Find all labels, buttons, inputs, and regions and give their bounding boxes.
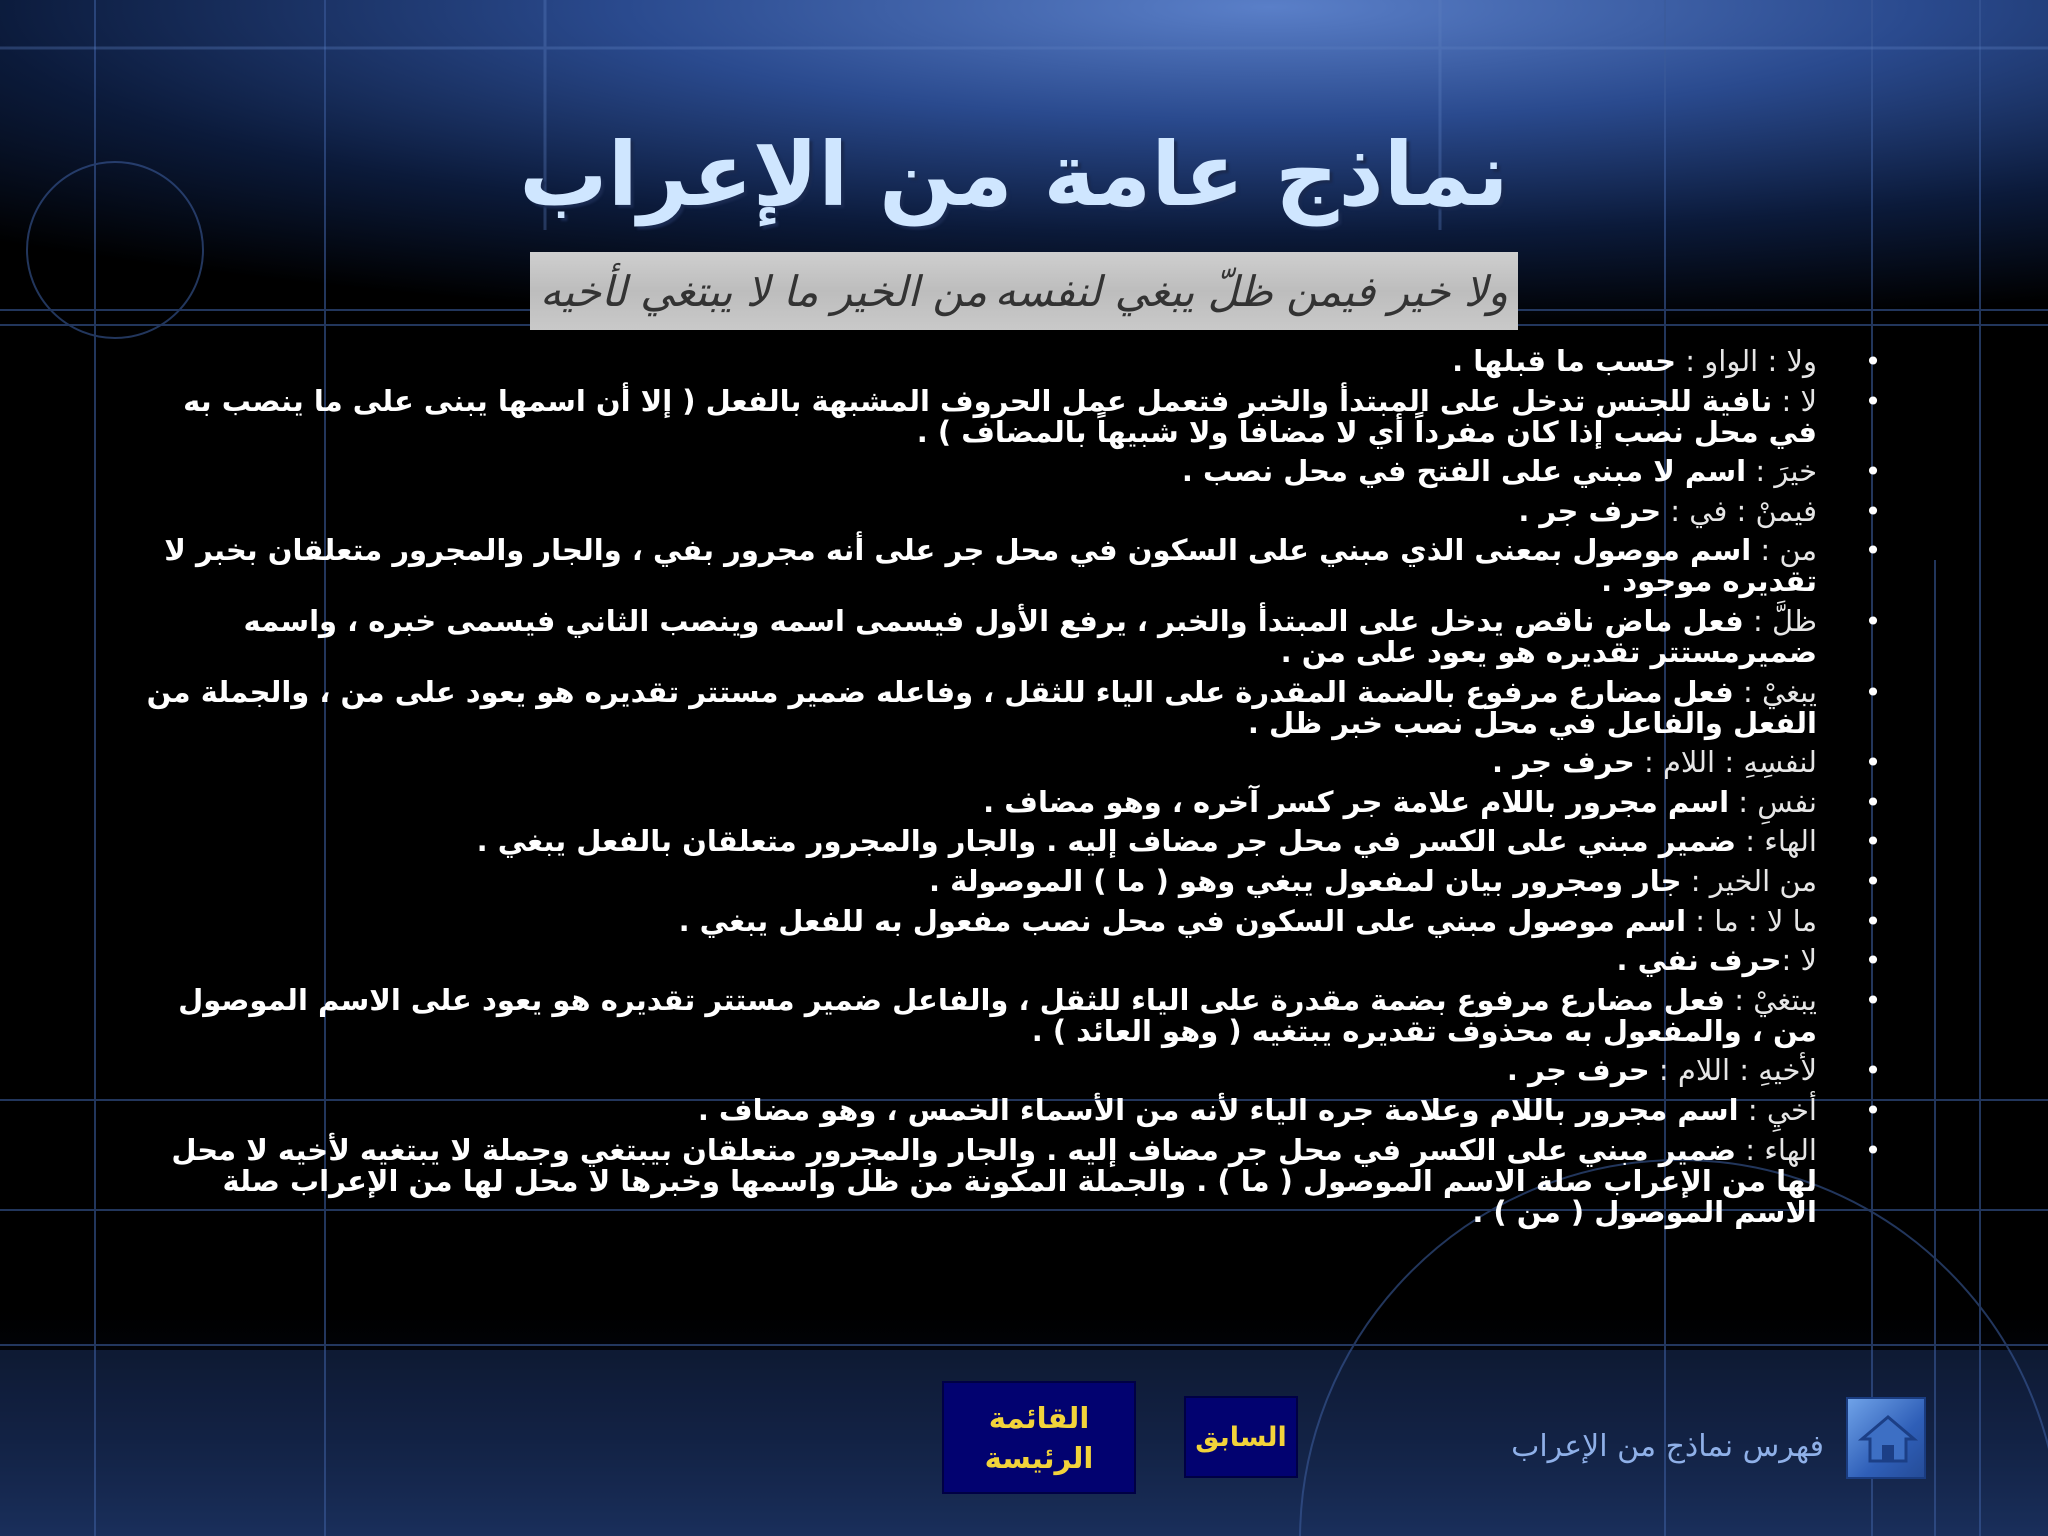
item-description: حرف جر . [1506,1053,1650,1088]
bullet-icon: • [1864,1093,1882,1127]
home-icon [1856,1407,1920,1471]
item-description: اسم مجرور باللام علامة جر كسر آخره ، وهو مضاف . [983,784,1730,819]
item-description: ضمير مبني على الكسر في محل جر مضاف إليه . والجار والمجرور متعلقان بالفعل يبغي . [476,824,1737,859]
item-word: لا : [1772,383,1817,418]
item-description: حرف جر . [1491,745,1635,780]
bullet-icon: • [1864,534,1882,568]
list-item [130,383,1885,449]
item-word: الهاء : [1736,1132,1817,1167]
list-item [130,784,1885,819]
item-description: فعل ماض ناقص يدخل على المبتدأ والخبر ، يرفع الأول فيسمى اسمه وينصب الثاني فيسمى خبره ، واسمه ضميرمستتر تقديره هو يعود على من . [243,603,1817,669]
item-description: اسم موصول بمعنى الذي مبني على السكون في محل جر على أنه مجرور بفي ، والجار والمجرور متعلقان بخبر لا تقديره موجود . [164,533,1817,599]
item-word: من الخير : [1681,863,1817,898]
bullet-icon: • [1864,604,1882,638]
main-menu-label-line2: الرئيسة [984,1440,1094,1475]
item-description: اسم لا مبني على الفتح في محل نصب . [1181,454,1747,489]
item-word: يبغيْ : [1733,674,1817,709]
bullet-icon: • [1864,345,1882,378]
bullet-icon: • [1864,746,1882,780]
previous-button[interactable]: السابق [1184,1396,1298,1478]
list-item [130,982,1885,1048]
bullet-icon: • [1864,494,1882,528]
item-word: لنفسِهِ : اللام : [1634,745,1817,780]
item-description: اسم مجرور باللام وعلامة جره الياء لأنه من الأسماء الخمس ، وهو مضاف . [697,1092,1739,1127]
item-word: ما لا : ما : [1686,903,1817,938]
slide-title: نماذج عامة من الإعراب [519,123,1509,226]
list-item [130,535,1885,597]
verse-first-hemistich: ولا خير فيمن ظلّ يبغي لنفسه [994,266,1508,316]
item-description: فعل مضارع مرفوع بالضمة المقدرة على الياء للثقل ، وفاعله ضمير مستتر تقديره هو يعود على من ، والجملة من الفعل والفاعل في محل نصب خبر ظل . [146,674,1817,740]
item-word: من : [1751,533,1817,568]
list-item [130,1092,1885,1127]
bullet-icon: • [1864,904,1882,938]
parsing-list [130,346,1885,1236]
list-item [130,826,1885,857]
bullet-icon: • [1864,1133,1882,1167]
bullet-icon: • [1864,864,1882,898]
item-word: فيمنْ : في : [1661,493,1817,528]
list-item [130,346,1885,377]
item-word: أخيِ : [1738,1092,1817,1127]
item-description: حسب ما قبلها . [1452,344,1677,378]
list-item [130,903,1885,938]
verse-image [530,252,1518,330]
item-description: اسم موصول مبني على السكون في محل نصب مفعول به للفعل يبغي . [678,903,1687,938]
item-word: نفسِ : [1729,784,1817,819]
item-word: الهاء : [1736,824,1817,859]
item-word: خيرَ : [1746,454,1817,489]
item-word: لا : [1781,943,1817,978]
bullet-icon: • [1864,825,1882,859]
list-item [130,1132,1885,1229]
item-word: يبتغيْ : [1725,982,1817,1017]
item-description: نافية للجنس تدخل على المبتدأ والخبر فتعمل عمل الحروف المشبهة بالفعل ( إلا أن اسمها يبنى على ما ينصب به في محل نصب إذا كان مفرداً أي لا مضافاً ولا شبيهاً بالمضاف ) . [183,383,1817,449]
verse-second-hemistich: من الخير ما لا يبتغي لأخيه [540,266,987,316]
main-menu-button[interactable] [942,1381,1136,1494]
bullet-icon: • [1864,785,1882,819]
list-item [130,863,1885,898]
bullet-icon: • [1864,455,1882,489]
item-description: جار ومجرور بيان لمفعول يبغي وهو ( ما ) الموصولة . [928,863,1682,898]
bullet-icon: • [1864,384,1882,418]
bullet-icon: • [1864,983,1882,1017]
list-item [130,747,1885,778]
main-menu-label-line1: القائمة [988,1400,1090,1435]
list-item [130,493,1885,528]
bullet-icon: • [1864,1054,1882,1088]
item-description: حرف نفي . [1616,943,1782,978]
home-button[interactable] [1846,1397,1926,1479]
list-item [130,1055,1885,1086]
list-item [130,456,1885,487]
index-link[interactable]: فهرس نماذج من الإعراب [1511,1429,1824,1464]
item-description: فعل مضارع مرفوع بضمة مقدرة على الياء للثقل ، والفاعل ضمير مستتر تقديره هو يعود على الاسم الموصول من ، والمفعول به محذوف تقديره يبتغيه ( وهو العائد ) . [178,982,1817,1048]
item-description: ضمير مبني على الكسر في محل جر مضاف إليه . والجار والمجرور متعلقان بيبتغي وجملة لا يبتغيه لأخيه لا محل لها من الإعراب صلة الاسم الموصول ( ما ) . والجملة المكونة من ظل واسمها وخبرها لا محل لها من الإعراب صلة الاسم الموصول ( من ) . [171,1132,1817,1229]
list-item [130,603,1885,669]
list-item [130,674,1885,740]
bullet-icon: • [1864,675,1882,709]
list-item [130,945,1885,976]
item-word: ظلَّ : [1743,603,1817,638]
item-word: ولا : الواو : [1676,344,1817,378]
item-word: لأخيهِ : اللام : [1649,1053,1817,1088]
item-description: حرف جر . [1518,493,1662,528]
bullet-icon: • [1864,944,1882,978]
